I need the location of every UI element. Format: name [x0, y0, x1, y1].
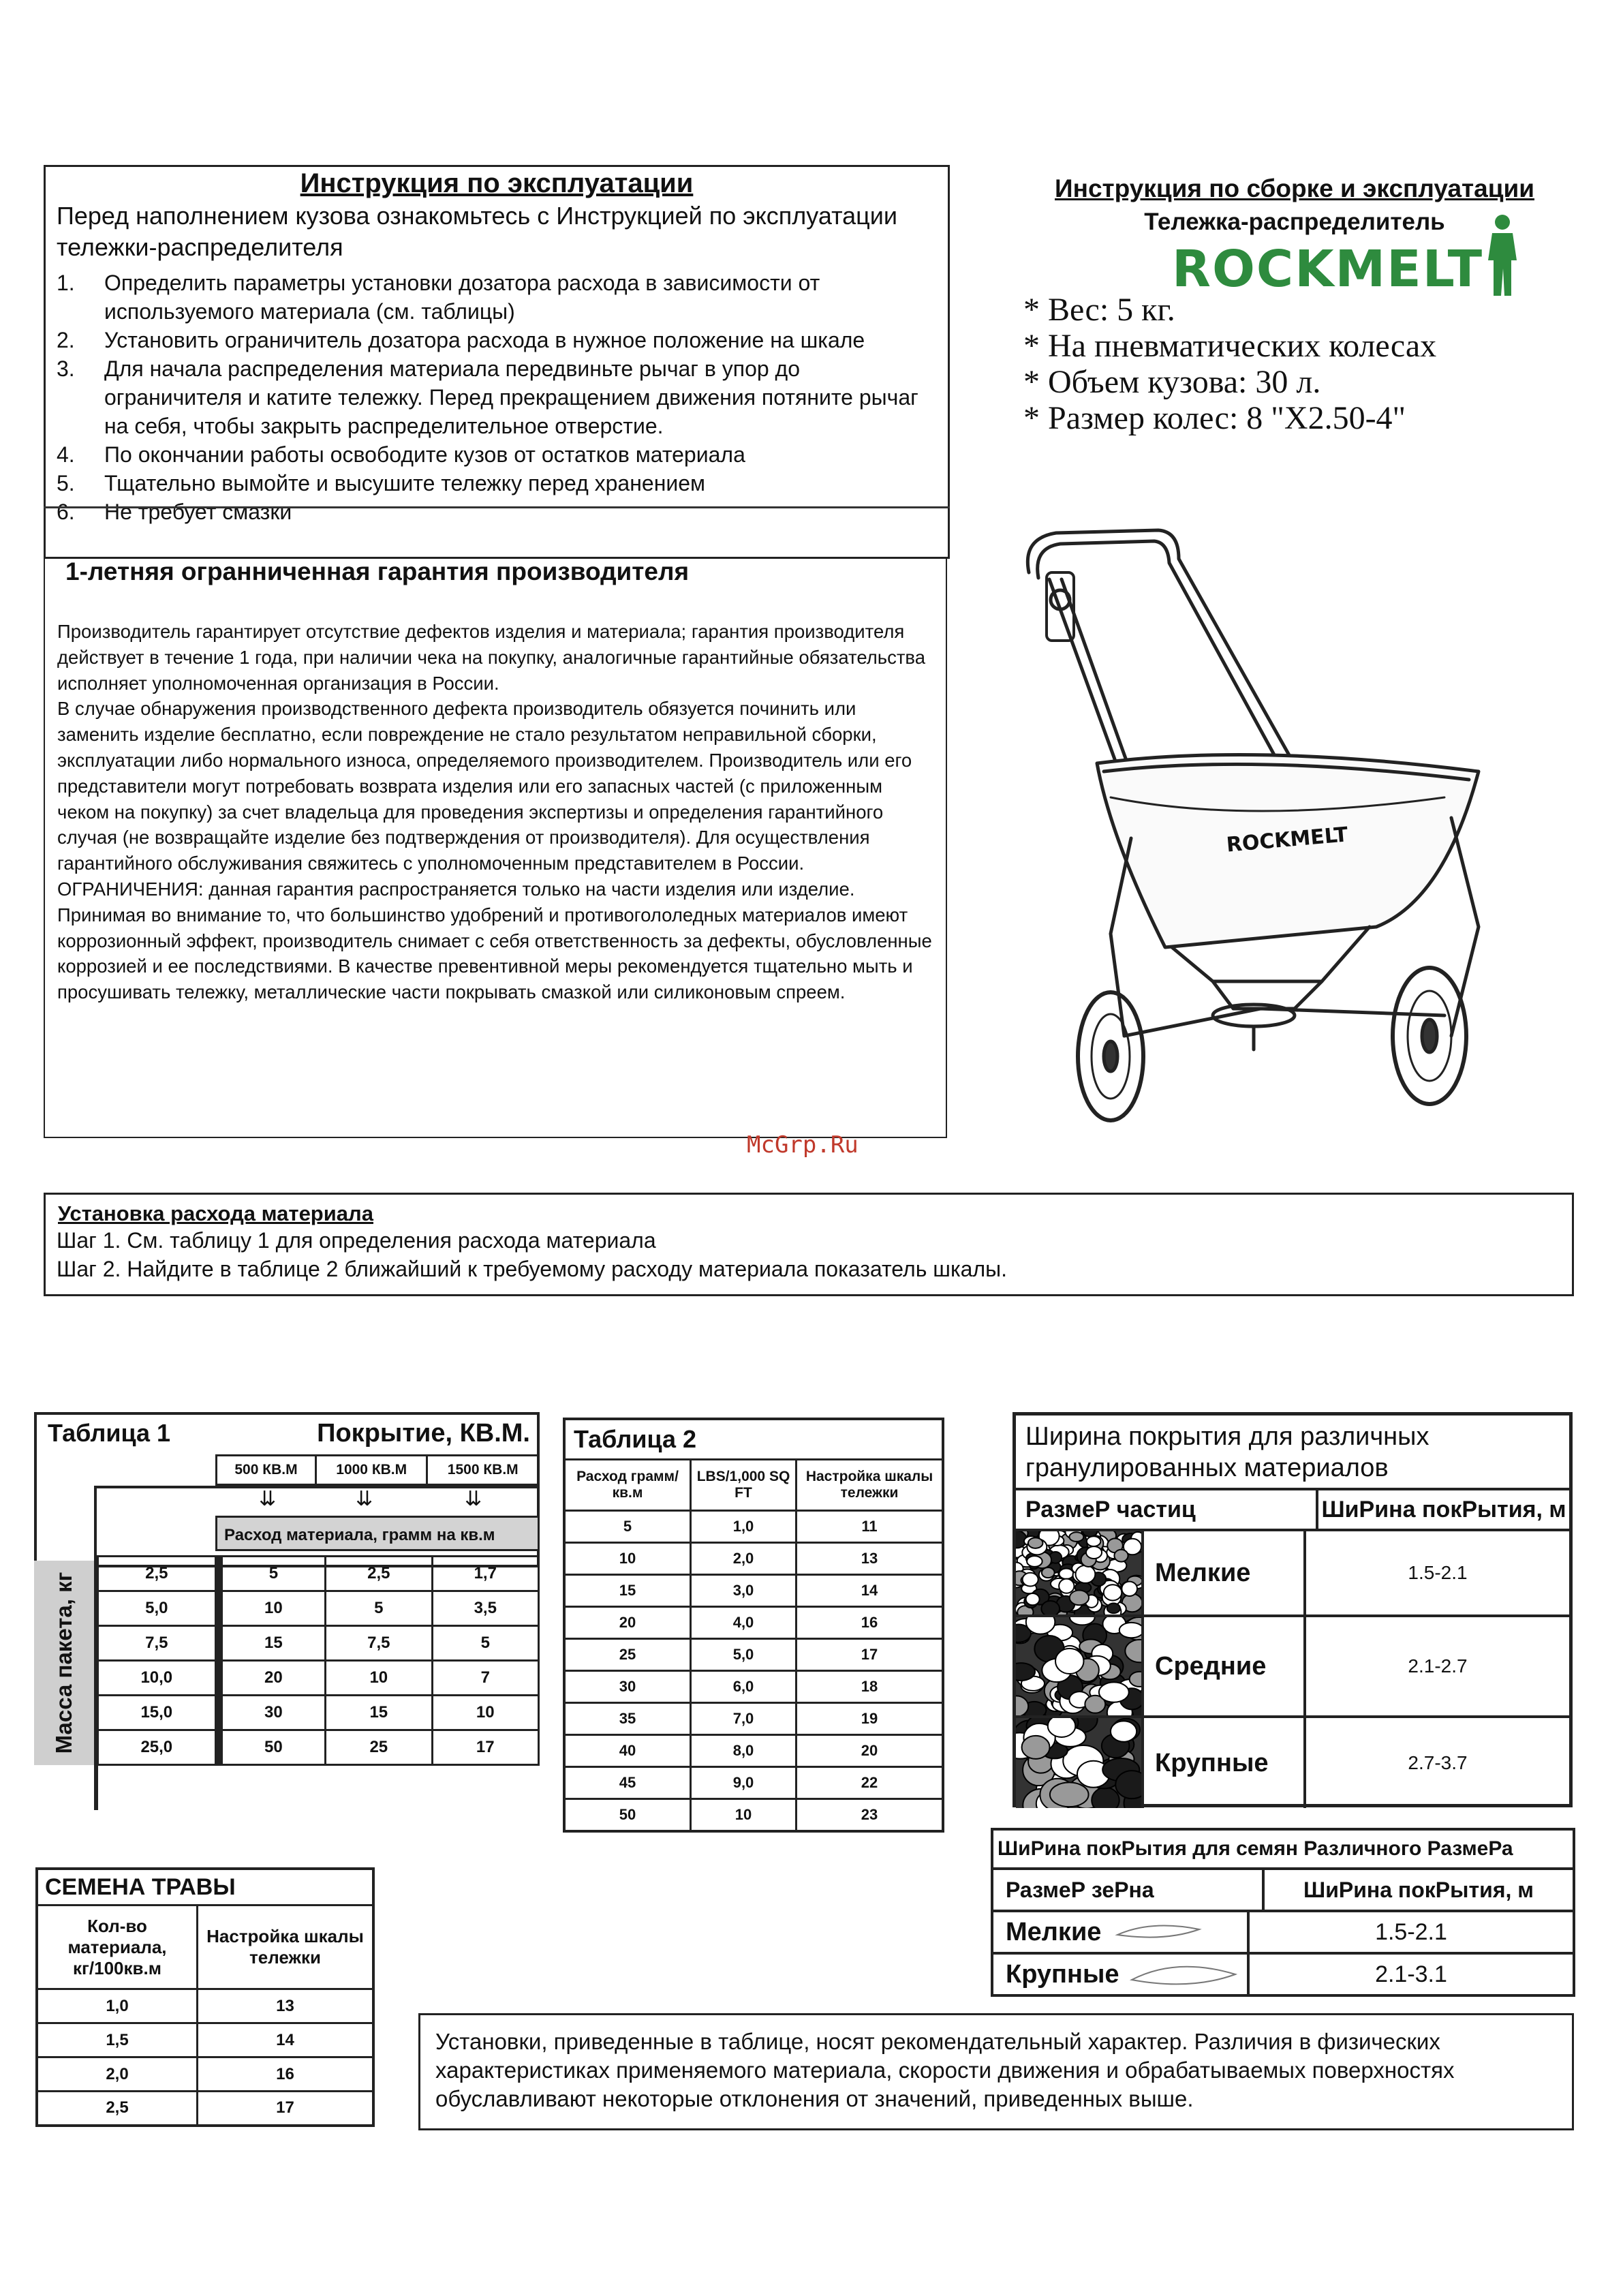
arrow-down-icon: ⇊ [465, 1488, 482, 1510]
table1-gap-cell [215, 1626, 221, 1661]
table2-cell: 22 [797, 1767, 944, 1799]
table2-cell: 10 [691, 1799, 797, 1831]
table2-cell: 5,0 [691, 1639, 797, 1671]
granule-sample [1016, 1718, 1144, 1808]
table2-cell: 19 [797, 1703, 944, 1735]
table2-cell: 11 [797, 1511, 944, 1543]
warranty-text [45, 586, 946, 1005]
table2-row [564, 1735, 943, 1767]
instruction-step-text: Определить параметры установки дозатора расхода в зависимости от используемого материала (см. таблицы) [104, 271, 820, 324]
area-1500: 1500 КВ.М [427, 1456, 539, 1485]
table2-cell: 6,0 [691, 1671, 797, 1703]
table1-value-cell: 3,5 [432, 1591, 538, 1626]
table1-value-cell: 5 [326, 1591, 432, 1626]
table2-cell: 15 [564, 1575, 691, 1607]
seeds-size-name: Мелкие [1006, 1917, 1102, 1946]
granule-texture-icon [1016, 1617, 1141, 1715]
instruction-step [46, 440, 948, 469]
table2-cell: 20 [564, 1607, 691, 1639]
granular-row [1016, 1531, 1569, 1617]
spec-wheels: * На пневматических колесах [1023, 328, 1437, 364]
instruction-step-number: 4. [57, 442, 75, 467]
warranty-box [44, 557, 947, 1138]
granular-size-name: Средние [1144, 1617, 1306, 1715]
table2 [563, 1418, 944, 1833]
table2-cell: 30 [564, 1671, 691, 1703]
table2-cell: 4,0 [691, 1607, 797, 1639]
instruction-step-number: 3. [57, 356, 75, 381]
table1-value-cell: 15 [326, 1696, 432, 1730]
table1-value-cell: 1,7 [432, 1557, 538, 1591]
arrow-down-icon: ⇊ [356, 1488, 373, 1510]
instruction-step [46, 469, 948, 498]
table2-header-rate: Расход грамм/кв.м [564, 1460, 691, 1511]
table1-gap-cell [215, 1696, 221, 1730]
table1-value-cell: 7 [432, 1661, 538, 1696]
instruction-step [46, 498, 948, 526]
table2-row [564, 1511, 943, 1543]
granular-col-size: РазмеР частиц [1016, 1490, 1318, 1529]
instruction-step-text: Тщательно вымойте и высушите тележку перед хранением [104, 471, 706, 495]
table2-cell: 10 [564, 1543, 691, 1575]
instructions-box [44, 165, 950, 559]
warranty-title: 1-летняя огранниченная гарантия производителя [65, 557, 690, 585]
seeds-rows [993, 1912, 1573, 1994]
table1-row [98, 1591, 539, 1626]
warranty-paragraph-2: В случае обнаружения производственного дефекта производитель обязуется починить или заменить изделие бесплатно, если повреждение не стало результатом неправильной сборки, эксплуатации либо нормального износа, определяемого производителем. Производитель или его представители могут потребовать возврата изделия или его запасных частей (с приложенным чеком на покупку) за счет владельца для проведения экспертизы и определения гарантийного случая (не возвращайте изделие без подтверждения от производителя). Для осуществления гарантийного обслуживания свяжитесь с уполномоченным представителем в России. ОГРАНИЧЕНИЯ: данная гарантия распространяется только на части изделия или изделие. Принимая во внимание то, что большинство удобрений и противогололедных материалов имеют коррозионный эффект, производитель снимает с себя ответственность за дефекты, обусловленные коррозией и ее последствиями. В качестве превентивной меры рекомендуется тщательно мыть и просушивать тележку, металлические части покрывать смазкой или силиконовым спреем. [57, 698, 932, 1003]
spreader-label: ROCKMELT [1225, 823, 1349, 857]
table1-mass-sidebar [34, 1561, 94, 1765]
table2-cell: 23 [797, 1799, 944, 1831]
table1-value-cell: 5 [221, 1557, 325, 1591]
granular-width-value: 2.7-3.7 [1408, 1752, 1468, 1773]
table2-row [564, 1543, 943, 1575]
header-subtitle: Тележка-распределитель [1144, 209, 1445, 235]
brand-logo [1172, 211, 1526, 297]
table1-value-cell: 10 [326, 1661, 432, 1696]
seed-icon [1129, 1959, 1238, 1989]
setting-title: Установка расхода материала [58, 1201, 373, 1225]
table2-cell: 25 [564, 1639, 691, 1671]
seeds-col-width: ШиРина покРытия, м [1303, 1878, 1534, 1902]
table1-value-cell: 50 [221, 1730, 325, 1765]
table1-value-cell: 10 [221, 1591, 325, 1626]
area-1000: 1000 КВ.М [315, 1456, 427, 1485]
arrow-down-icon: ⇊ [259, 1488, 277, 1510]
seeds-width-title: ШиРина покРытия для семян Различного РазмеРа [993, 1831, 1573, 1870]
watermark: McGrp.Ru [747, 1131, 859, 1159]
seeds-row [993, 1955, 1573, 1994]
instructions-intro: Перед наполнением кузова ознакомьтесь с Инструкцией по эксплуатации тележки-распределителя [57, 202, 898, 261]
grass-col-setting: Настройка шкалы тележки [198, 1905, 374, 1989]
table1-body [97, 1555, 540, 1766]
table1-row [98, 1696, 539, 1730]
seeds-width-table [991, 1828, 1575, 1997]
table1-mass-cell: 25,0 [98, 1730, 216, 1765]
instructions-steps [46, 269, 948, 526]
setting-step-1: Шаг 1. См. таблицу 1 для определения расхода материала [57, 1228, 656, 1253]
grass-table [35, 1867, 375, 2127]
table2-cell: 16 [797, 1607, 944, 1639]
table1-row [98, 1661, 539, 1696]
header-title: Инструкция по сборке и эксплуатации [1055, 174, 1534, 202]
spec-weight: * Вес: 5 кг. [1023, 292, 1175, 328]
granular-col-width: ШиРина покРытия, м [1321, 1497, 1566, 1522]
seeds-width-value: 2.1-3.1 [1375, 1961, 1447, 1987]
table2-row [564, 1607, 943, 1639]
table2-cell: 5 [564, 1511, 691, 1543]
table2-row [564, 1639, 943, 1671]
table2-cell: 8,0 [691, 1735, 797, 1767]
grass-row [37, 2023, 373, 2057]
spec-wheel-size: * Размер колес: 8 "X2.50-4" [1023, 400, 1406, 436]
grass-cell: 17 [198, 2092, 374, 2126]
table2-row [564, 1671, 943, 1703]
table2-cell: 14 [797, 1575, 944, 1607]
table1-gap-cell [215, 1730, 221, 1765]
seeds-size-cell [993, 1955, 1250, 1994]
instruction-step-number: 2. [57, 328, 75, 352]
instruction-step-number: 1. [57, 271, 75, 295]
instruction-step [46, 326, 948, 354]
granule-sample [1016, 1531, 1144, 1614]
table2-cell: 2,0 [691, 1543, 797, 1575]
table1-value-cell: 30 [221, 1696, 325, 1730]
granular-width-value: 2.1-2.7 [1408, 1655, 1468, 1677]
grass-row [37, 2092, 373, 2126]
instruction-step-text: Для начала распределения материала передвиньте рычаг в упор до ограничителя и катите тележку. Перед прекращением движения потяните рычаг на себя, чтобы закрыть распределительное отверстие. [104, 356, 918, 438]
seeds-width-value: 1.5-2.1 [1375, 1918, 1447, 1945]
table1-value-cell: 10 [432, 1696, 538, 1730]
instruction-step-text: По окончании работы освободите кузов от остатков материала [104, 442, 745, 467]
area-500: 500 КВ.М [217, 1456, 316, 1485]
granular-row [1016, 1718, 1569, 1808]
table2-title: Таблица 2 [564, 1419, 943, 1460]
brand-name: ROCKMELT [1172, 240, 1484, 299]
table1-gap-cell [215, 1591, 221, 1626]
granular-table [1013, 1412, 1573, 1807]
table2-header-setting: Настройка шкалы тележки [797, 1460, 944, 1511]
table1-mass-label: Масса пакета, кг [51, 1572, 76, 1754]
table2-cell: 9,0 [691, 1767, 797, 1799]
seeds-size-cell [993, 1912, 1250, 1952]
table1-row [98, 1626, 539, 1661]
grass-cell: 13 [198, 1989, 374, 2023]
granule-texture-icon [1016, 1718, 1141, 1808]
table1-mass-cell: 5,0 [98, 1591, 216, 1626]
granule-texture-icon [1016, 1531, 1141, 1614]
table1-areas [215, 1454, 540, 1486]
seed-icon [1111, 1917, 1220, 1947]
instruction-step-number: 6. [57, 500, 75, 524]
table2-row [564, 1767, 943, 1799]
setting-step-2: Шаг 2. Найдите в таблице 2 ближайший к требуемому расходу материала показатель шкалы. [57, 1257, 1007, 1281]
table1-value-cell: 5 [432, 1626, 538, 1661]
granule-sample [1016, 1617, 1144, 1715]
table1-row [98, 1730, 539, 1765]
grass-col-amount: Кол-во материала, кг/100кв.м [37, 1905, 198, 1989]
table1-value-cell: 17 [432, 1730, 538, 1765]
grass-title: СЕМЕНА ТРАВЫ [37, 1869, 373, 1905]
table2-row [564, 1703, 943, 1735]
instructions-divider [44, 506, 950, 508]
seeds-col-size: РазмеР зеРна [993, 1870, 1265, 1910]
granular-size-name: Крупные [1144, 1718, 1306, 1808]
instruction-step [46, 354, 948, 440]
grass-cell: 14 [198, 2023, 374, 2057]
table1-mass-cell: 15,0 [98, 1696, 216, 1730]
table2-cell: 1,0 [691, 1511, 797, 1543]
warranty-paragraph-1: Производитель гарантирует отсутствие дефектов изделия и материала; гарантия производителя действует в течение 1 года, при наличии чека на покупку, аналогичные гарантийные обязательства исполняет уполномоченная организация в России. [57, 621, 926, 694]
table1-gap-cell [215, 1557, 221, 1591]
table2-cell: 13 [797, 1543, 944, 1575]
table2-cell: 45 [564, 1767, 691, 1799]
table1-mass-cell: 10,0 [98, 1661, 216, 1696]
table2-row [564, 1799, 943, 1831]
grass-cell: 2,0 [37, 2057, 198, 2092]
table1-rate-label: Расход материала, грамм на кв.м [215, 1516, 540, 1551]
grass-row [37, 1989, 373, 2023]
table1-value-cell: 20 [221, 1661, 325, 1696]
setting-box [44, 1193, 1574, 1296]
instruction-step-text: Не требует смазки [104, 500, 292, 524]
instruction-step [46, 269, 948, 326]
grass-cell: 2,5 [37, 2092, 198, 2126]
instruction-step-number: 5. [57, 471, 75, 495]
note-box [418, 2013, 1574, 2130]
instruction-step-text: Установить ограничитель дозатора расхода в нужное положение на шкале [104, 328, 865, 352]
table1 [34, 1412, 542, 1765]
table2-cell: 17 [797, 1639, 944, 1671]
note-text: Установки, приведенные в таблице, носят рекомендательный характер. Различия в физических характеристиках применяемого материала, скорости движения и обрабатываемых поверхностях обуславливают некоторые отклонения от значений, приведенных выше. [435, 2029, 1455, 2111]
table2-cell: 35 [564, 1703, 691, 1735]
granular-rows [1016, 1531, 1569, 1808]
granular-width-value: 1.5-2.1 [1408, 1562, 1468, 1583]
table1-coverage-label: Покрытие, КВ.М. [317, 1419, 530, 1448]
table2-header-lbs: LBS/1,000 SQ FT [691, 1460, 797, 1511]
brand-figure-icon [1479, 213, 1526, 297]
grass-cell: 16 [198, 2057, 374, 2092]
table2-cell: 40 [564, 1735, 691, 1767]
seeds-row [993, 1912, 1573, 1955]
grass-row [37, 2057, 373, 2092]
specs-list [1023, 292, 1436, 436]
table1-value-cell: 15 [221, 1626, 325, 1661]
table1-value-cell: 25 [326, 1730, 432, 1765]
table1-value-cell: 2,5 [326, 1557, 432, 1591]
table2-cell: 7,0 [691, 1703, 797, 1735]
table1-row [98, 1557, 539, 1591]
granular-row [1016, 1617, 1569, 1718]
table1-value-cell: 7,5 [326, 1626, 432, 1661]
table2-row [564, 1575, 943, 1607]
table2-cell: 18 [797, 1671, 944, 1703]
spec-volume: * Объем кузова: 30 л. [1023, 364, 1321, 400]
table2-cell: 50 [564, 1799, 691, 1831]
table2-cell: 3,0 [691, 1575, 797, 1607]
instructions-title: Инструкция по эксплуатации [300, 168, 694, 198]
grass-cell: 1,5 [37, 2023, 198, 2057]
granular-title: Ширина покрытия для различных гранулированных материалов [1016, 1415, 1569, 1490]
table1-title: Таблица 1 [48, 1419, 171, 1447]
grass-cell: 1,0 [37, 1989, 198, 2023]
spreader-illustration [1008, 518, 1499, 1145]
table1-mass-cell: 7,5 [98, 1626, 216, 1661]
granular-size-name: Мелкие [1144, 1531, 1306, 1614]
seeds-size-name: Крупные [1006, 1959, 1119, 1989]
table2-cell: 20 [797, 1735, 944, 1767]
table1-gap-cell [215, 1661, 221, 1696]
table1-mass-cell: 2,5 [98, 1557, 216, 1591]
